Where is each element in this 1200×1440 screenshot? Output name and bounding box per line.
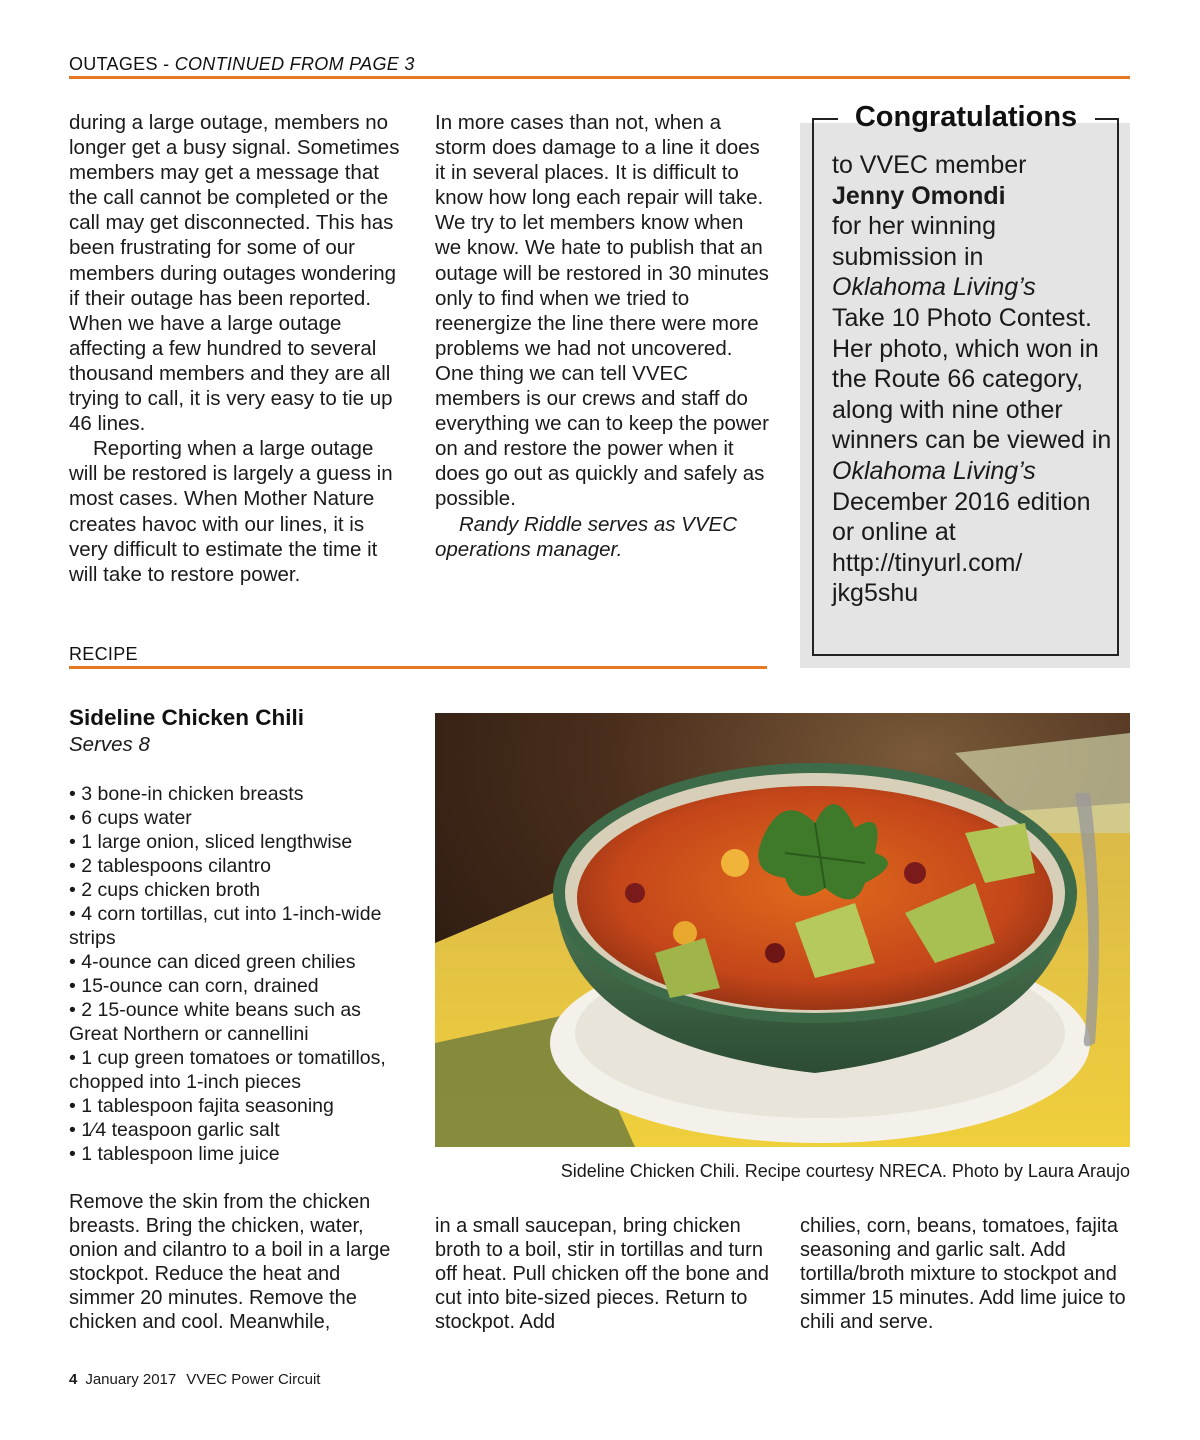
member-name: Jenny Omondi bbox=[832, 181, 1006, 210]
congrats-text bbox=[832, 150, 1112, 609]
directions-column-1 bbox=[69, 1190, 404, 1334]
magazine-name: Oklahoma Living’s bbox=[832, 273, 1036, 302]
directions-text: Remove the skin from the chicken breasts. Bring the chicken, water, onion and cilantro to a boil in a large stockpot. Reduce the heat and simmer 20 minutes. Remove the chicken and cool. Meanwhile, bbox=[69, 1191, 391, 1333]
magazine-name: Oklahoma Living’s bbox=[832, 456, 1036, 485]
ingredient-item: • 1 tablespoon lime juice bbox=[69, 1143, 280, 1165]
continued-label: CONTINUED FROM PAGE 3 bbox=[174, 54, 415, 74]
section-rule-recipe bbox=[69, 666, 767, 669]
ingredient-item: • 2 cups chicken broth bbox=[69, 879, 261, 901]
ingredient-item: • 4 corn tortillas, cut into 1-inch-wide strips bbox=[69, 903, 382, 949]
directions-column-3 bbox=[800, 1214, 1130, 1334]
ingredient-item: • 1 cup green tomatoes or tomatillos, chopped into 1-inch pieces bbox=[69, 1047, 386, 1093]
congrats-line: for her winning submission in bbox=[832, 212, 996, 271]
outages-column-2 bbox=[435, 110, 770, 562]
ingredient-item: • 6 cups water bbox=[69, 807, 192, 829]
ingredient-item: • 15-ounce can corn, drained bbox=[69, 975, 319, 997]
directions-text: in a small saucepan, bring chicken broth to a boil, stir in tortillas and turn off heat. Pull chicken off the bone and cut into bite-sized pieces. Return to stockpot. Add bbox=[435, 1215, 769, 1333]
directions-text: chilies, corn, beans, tomatoes, fajita seasoning and garlic salt. Add tortilla/broth mixture to stockpot and simmer 15 minutes. Add lime juice to chili and serve. bbox=[800, 1215, 1126, 1333]
ingredient-list bbox=[69, 782, 409, 1166]
ingredient-item: • 1 large onion, sliced lengthwise bbox=[69, 831, 353, 853]
publication-name: VVEC Power Circuit bbox=[186, 1371, 321, 1388]
congrats-line: to VVEC member bbox=[832, 151, 1027, 179]
section-header-outages bbox=[69, 54, 415, 75]
section-header-recipe: RECIPE bbox=[69, 644, 138, 664]
recipe-serves: Serves 8 bbox=[69, 733, 150, 756]
ingredient-item: • 3 bone-in chicken breasts bbox=[69, 783, 304, 805]
outages-paragraph: during a large outage, members no longer get a busy signal. Sometimes members may get a message that the call cannot be completed or the call may get disconnected. This has been frustrating for some of our members during outages wondering if their outage has been reported. When we have a large outage affecting a few hundred to several thousand members and they are all trying to call, it is very easy to tie up 46 lines. bbox=[69, 111, 400, 436]
outages-paragraph: In more cases than not, when a storm does damage to a line it does it in several places. It is difficult to know how long each repair will take. We try to let members know when we know. We hate to publish that an outage will be restored in 30 minutes only to find when we tried to reenergize the line there were more problems we had not uncovered. One thing we can tell VVEC members is our crews and staff do everything we can to keep the power on and restore the power when it does go out as quickly and safely as possible. bbox=[435, 111, 769, 511]
directions-column-2 bbox=[435, 1214, 775, 1334]
ingredient-item: • 1⁄4 teaspoon garlic salt bbox=[69, 1119, 280, 1141]
section-label: OUTAGES - bbox=[69, 54, 175, 74]
issue-date: January 2017 bbox=[85, 1371, 177, 1388]
ingredient-item: • 1 tablespoon fajita seasoning bbox=[69, 1095, 334, 1117]
outages-column-1 bbox=[69, 110, 404, 587]
author-credit: Randy Riddle serves as VVEC operations manager. bbox=[435, 512, 738, 561]
section-rule-top bbox=[69, 76, 1130, 79]
outages-paragraph: Reporting when a large outage will be restored is largely a guess in most cases. When Mother Nature creates havoc with our lines, it is very difficult to estimate the time it will take to restore power. bbox=[69, 437, 393, 586]
ingredient-item: • 2 tablespoons cilantro bbox=[69, 855, 271, 877]
congrats-title: Congratulations bbox=[854, 101, 1078, 133]
chili-photo bbox=[435, 713, 1130, 1147]
congrats-line: Take 10 Photo Contest. Her photo, which won in the Route 66 category, along with nine other winners can be viewed in bbox=[832, 303, 1112, 455]
congrats-line: December 2016 edition or online at http://tinyurl.com/ jkg5shu bbox=[832, 487, 1091, 608]
photo-caption: Sideline Chicken Chili. Recipe courtesy NRECA. Photo by Laura Araujo bbox=[560, 1161, 1130, 1181]
recipe-title: Sideline Chicken Chili bbox=[69, 705, 305, 730]
ingredient-item: • 4-ounce can diced green chilies bbox=[69, 951, 356, 973]
page-footer bbox=[69, 1371, 320, 1388]
page-number: 4 bbox=[69, 1371, 78, 1388]
ingredient-item: • 2 15-ounce white beans such as Great Northern or cannellini bbox=[69, 999, 361, 1045]
